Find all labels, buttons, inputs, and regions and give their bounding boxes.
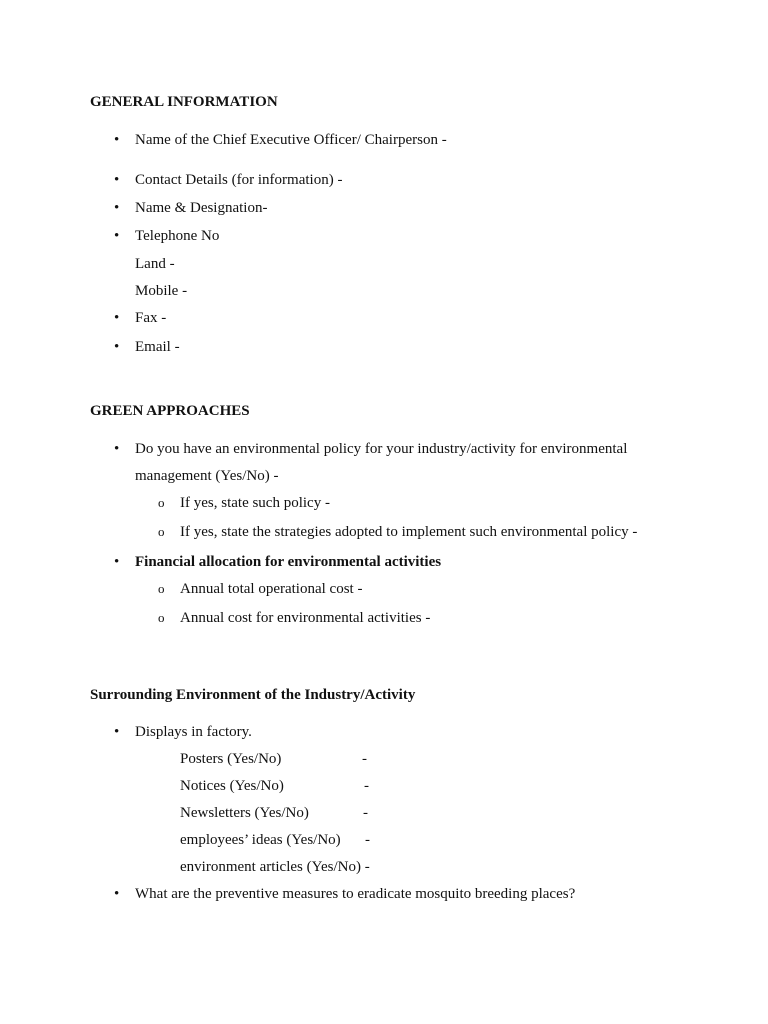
contact-details-label: Contact Details (for information) - <box>135 172 343 188</box>
policy-question-line2: management (Yes/No) - <box>135 468 279 484</box>
section-heading-green-approaches: GREEN APPROACHES <box>90 403 250 419</box>
bullet-icon: • <box>114 554 120 570</box>
employees-ideas-dash: - <box>365 832 370 848</box>
sub-bullet-icon: o <box>158 524 165 539</box>
financial-allocation-heading: Financial allocation for environmental activities <box>135 554 442 570</box>
notices-label: Notices (Yes/No) <box>180 778 284 794</box>
bullet-icon: • <box>114 724 120 740</box>
bullet-icon: • <box>114 339 120 355</box>
bullet-icon: • <box>114 200 120 216</box>
section-heading-general-information: GENERAL INFORMATION <box>90 94 278 110</box>
email-label: Email - <box>135 339 180 355</box>
land-label: Land - <box>135 256 175 272</box>
posters-dash: - <box>362 751 367 767</box>
posters-label: Posters (Yes/No) <box>180 751 282 767</box>
bullet-icon: • <box>114 172 120 188</box>
mobile-label: Mobile - <box>135 283 188 299</box>
section-heading-surrounding-environment: Surrounding Environment of the Industry/Activity <box>90 687 416 703</box>
mosquito-question: What are the preventive measures to eradicate mosquito breeding places? <box>135 886 576 902</box>
policy-question-line1: Do you have an environmental policy for your industry/activity for environmental <box>135 441 628 457</box>
policy-strategies-label: If yes, state the strategies adopted to implement such environmental policy - <box>180 524 638 540</box>
policy-state-label: If yes, state such policy - <box>180 495 330 511</box>
environment-articles-label: environment articles (Yes/No) - <box>180 859 370 875</box>
newsletters-dash: - <box>363 805 368 821</box>
bullet-icon: • <box>114 228 120 244</box>
sub-bullet-icon: o <box>158 610 165 625</box>
telephone-label: Telephone No <box>135 228 220 244</box>
bullet-icon: • <box>114 441 120 457</box>
annual-total-cost-label: Annual total operational cost - <box>180 581 363 597</box>
bullet-icon: • <box>114 310 120 326</box>
employees-ideas-label: employees’ ideas (Yes/No) <box>180 832 341 848</box>
sub-bullet-icon: o <box>158 495 165 510</box>
fax-label: Fax - <box>135 310 167 326</box>
bullet-icon: • <box>114 132 120 148</box>
sub-bullet-icon: o <box>158 581 165 596</box>
displays-label: Displays in factory. <box>135 724 252 740</box>
ceo-field-label: Name of the Chief Executive Officer/ Chairperson - <box>135 132 447 148</box>
newsletters-label: Newsletters (Yes/No) <box>180 805 309 821</box>
bullet-icon: • <box>114 886 120 902</box>
name-designation-label: Name & Designation- <box>135 200 268 216</box>
notices-dash: - <box>364 778 369 794</box>
annual-env-cost-label: Annual cost for environmental activities - <box>180 610 431 626</box>
